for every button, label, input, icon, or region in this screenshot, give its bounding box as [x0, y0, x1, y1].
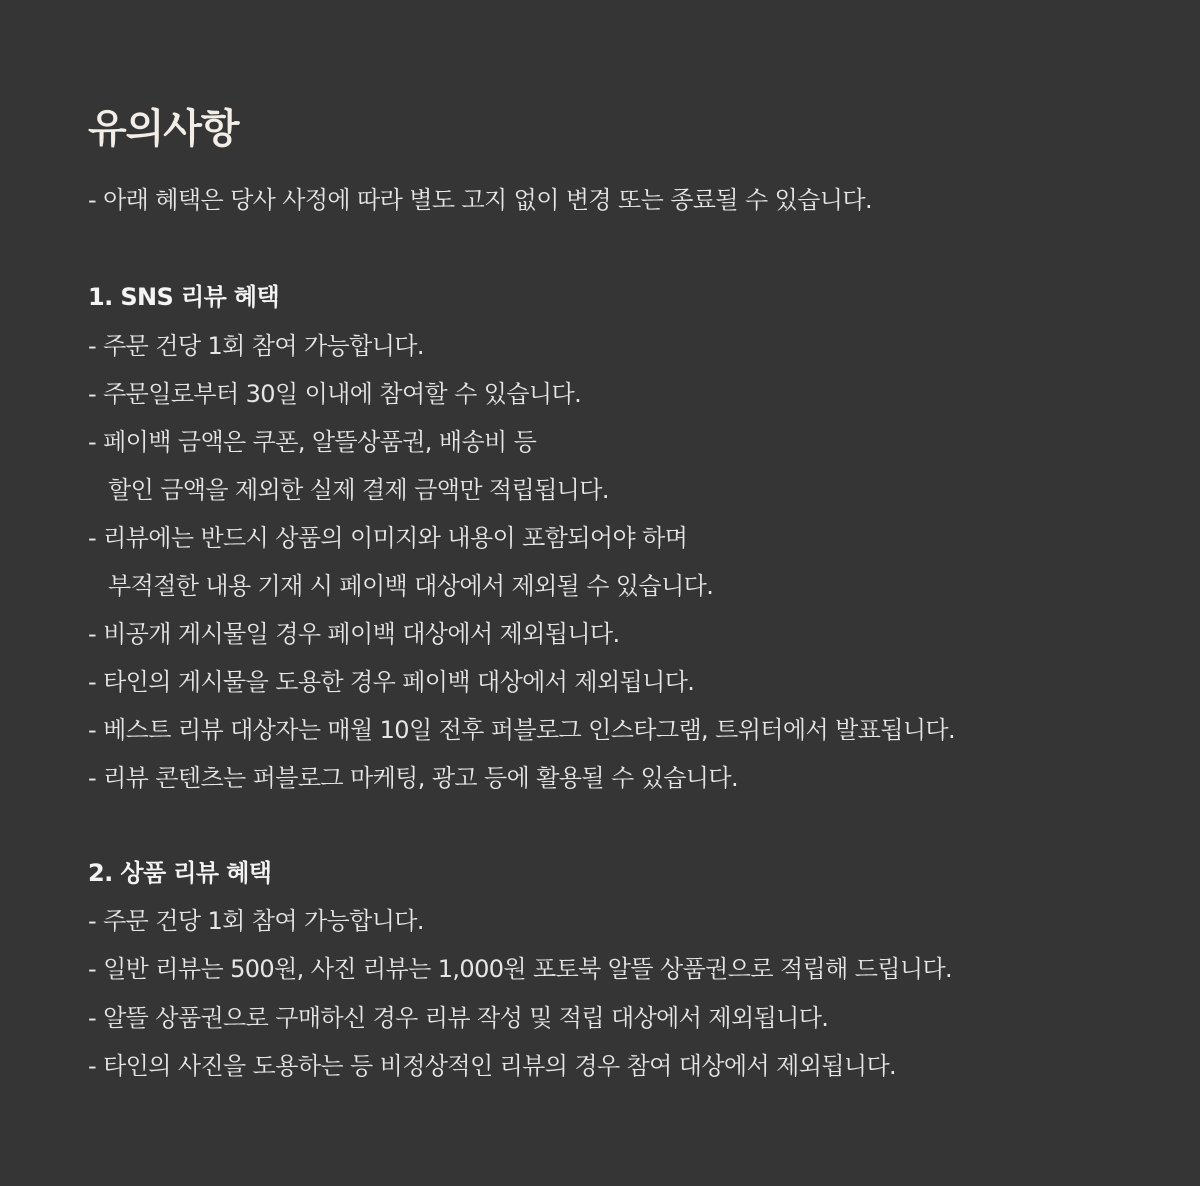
list-item: - 리뷰에는 반드시 상품의 이미지와 내용이 포함되어야 하며	[88, 524, 688, 552]
list-item: - 리뷰 콘텐츠는 퍼블로그 마케팅, 광고 등에 활용될 수 있습니다.	[88, 764, 738, 792]
list-item: - 페이백 금액은 쿠폰, 알뜰상품권, 배송비 등	[88, 428, 537, 456]
list-item: - 주문 건당 1회 참여 가능합니다.	[88, 907, 424, 935]
list-item: - 베스트 리뷰 대상자는 매월 10일 전후 퍼블로그 인스타그램, 트위터에서 발표됩니다.	[88, 716, 956, 744]
section-heading-product-review: 2. 상품 리뷰 혜택	[88, 859, 272, 887]
list-item: - 일반 리뷰는 500원, 사진 리뷰는 1,000원 포토북 알뜰 상품권으로 적립해 드립니다.	[88, 955, 953, 983]
list-item: - 비공개 게시물일 경우 페이백 대상에서 제외됩니다.	[88, 620, 620, 648]
list-item: - 알뜰 상품권으로 구매하신 경우 리뷰 작성 및 적립 대상에서 제외됩니다.	[88, 1004, 829, 1032]
list-item: - 주문일로부터 30일 이내에 참여할 수 있습니다.	[88, 380, 582, 408]
section-heading-sns-review: 1. SNS 리뷰 혜택	[88, 283, 280, 311]
list-item: - 타인의 사진을 도용하는 등 비정상적인 리뷰의 경우 참여 대상에서 제외됩니다.	[88, 1052, 897, 1080]
page-title: 유의사항	[88, 106, 239, 152]
intro-text: - 아래 혜택은 당사 사정에 따라 별도 고지 없이 변경 또는 종료될 수 있습니다.	[88, 186, 872, 214]
list-item-continuation: 부적절한 내용 기재 시 페이백 대상에서 제외될 수 있습니다.	[108, 572, 714, 600]
list-item: - 주문 건당 1회 참여 가능합니다.	[88, 332, 424, 360]
list-item-continuation: 할인 금액을 제외한 실제 결제 금액만 적립됩니다.	[108, 476, 609, 504]
list-item: - 타인의 게시물을 도용한 경우 페이백 대상에서 제외됩니다.	[88, 668, 695, 696]
